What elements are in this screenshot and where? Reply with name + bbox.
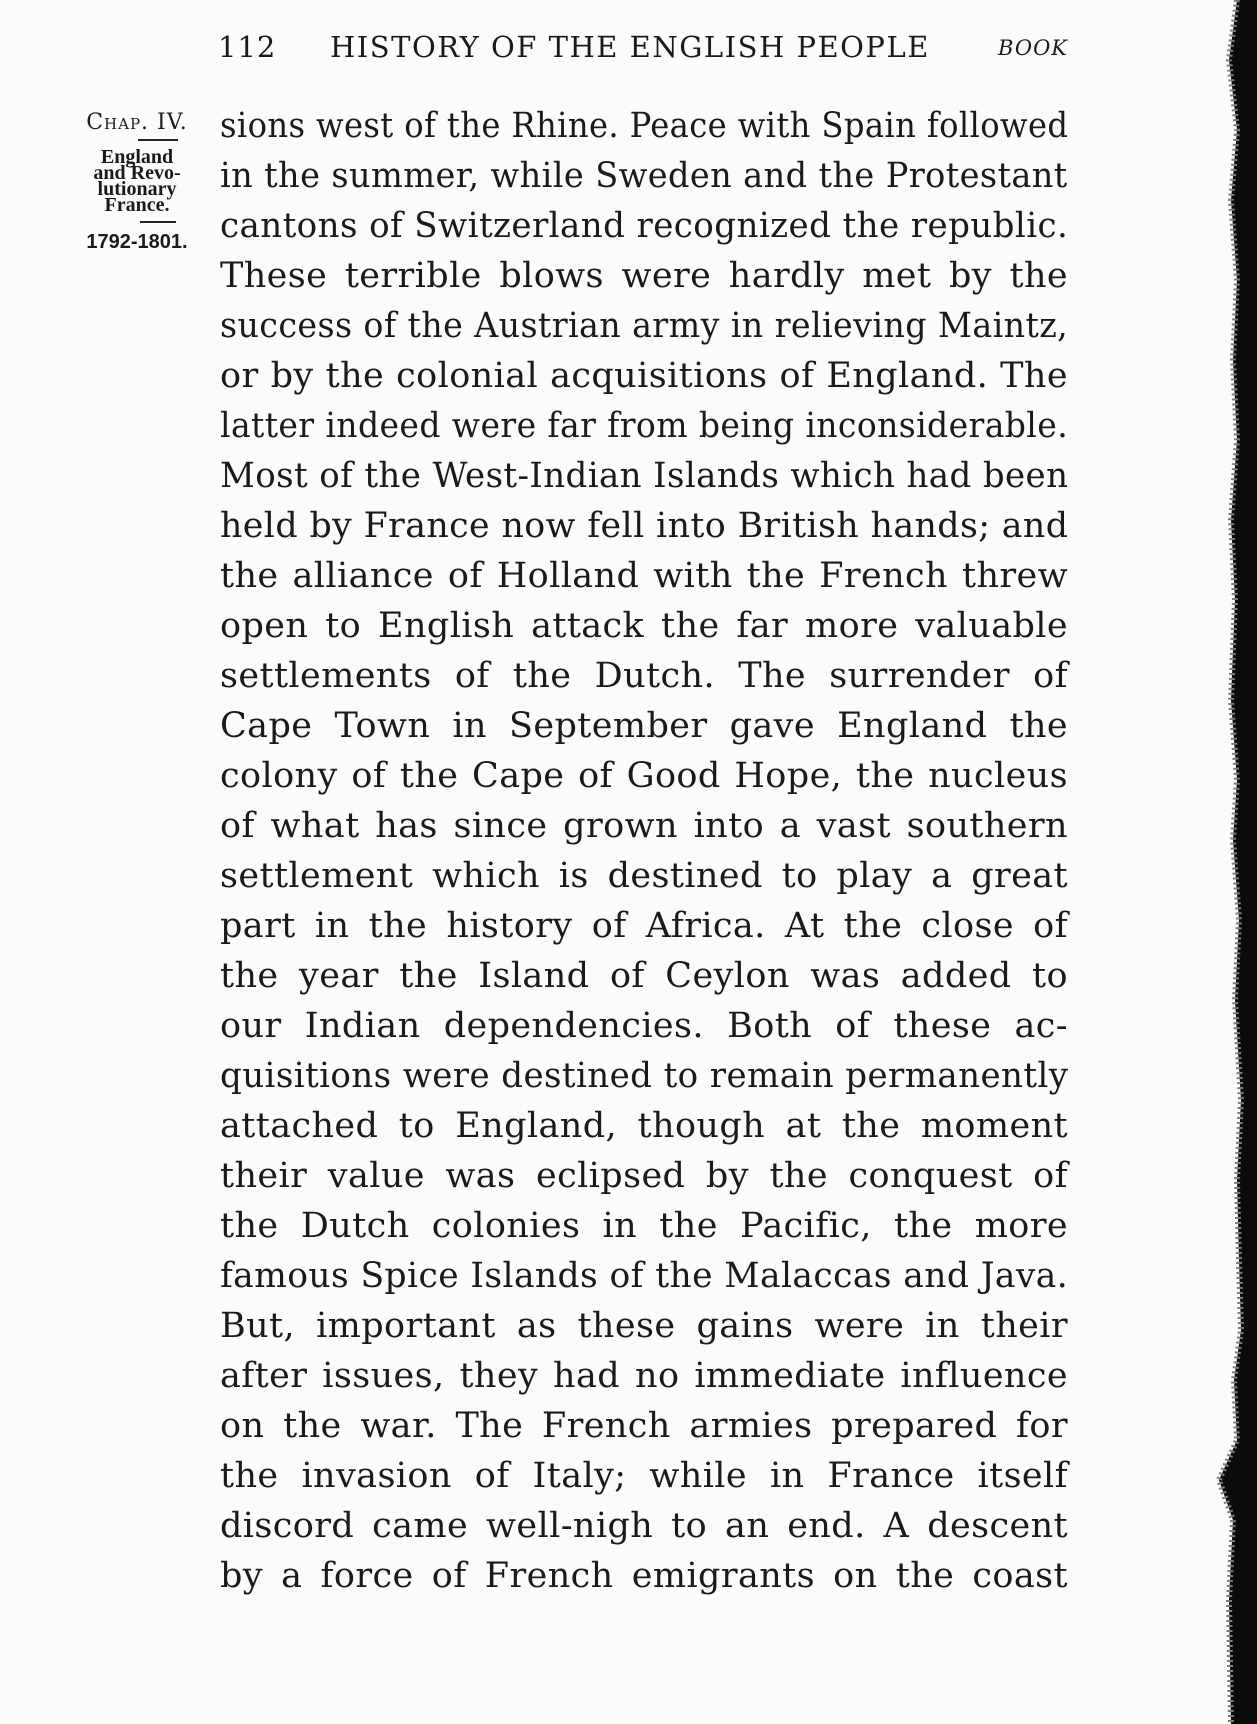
side-note-line: lutionary	[97, 178, 177, 200]
text-line: our Indian dependencies. Both of these ac-	[220, 1006, 1068, 1046]
side-note-line: and Revo-	[93, 162, 181, 184]
text-line: attached to England, though at the moment	[220, 1106, 1068, 1146]
text-line: held by France now fell into British hands; and	[220, 506, 1069, 546]
text-line: Most of the West-Indian Islands which had been	[220, 456, 1069, 496]
book-label: BOOK	[998, 36, 1068, 60]
scan-binding-edge	[1119, 0, 1257, 1724]
text-line: on the war. The French armies prepared for	[220, 1406, 1068, 1446]
page-number: 112	[218, 30, 277, 64]
text-line: the year the Island of Ceylon was added to	[220, 956, 1068, 996]
text-line: cantons of Switzerland recognized the republic.	[220, 206, 1069, 246]
text-line: Cape Town in September gave England the	[220, 706, 1068, 746]
text-line: discord came well-nigh to an end. A descent	[220, 1506, 1068, 1546]
text-line: sions west of the Rhine. Peace with Spain followed	[220, 106, 1069, 146]
text-line: latter indeed were far from being inconsiderable.	[220, 406, 1069, 446]
text-line: But, important as these gains were in their	[220, 1306, 1068, 1346]
text-line: by a force of French emigrants on the coast	[220, 1556, 1068, 1596]
text-line: colony of the Cape of Good Hope, the nucleus	[220, 756, 1068, 796]
running-head	[218, 30, 1068, 70]
text-line: the alliance of Holland with the French threw	[220, 556, 1068, 596]
text-line: settlement which is destined to play a great	[220, 856, 1068, 896]
chapter-rule	[138, 139, 178, 141]
side-note	[74, 146, 200, 216]
text-line: part in the history of Africa. At the close of	[220, 906, 1068, 946]
text-line: success of the Austrian army in relieving Maintz,	[220, 306, 1069, 346]
text-line: quisitions were destined to remain permanently	[220, 1056, 1069, 1096]
margin-notes	[60, 110, 200, 254]
text-line: in the summer, while Sweden and the Protestant	[220, 156, 1068, 196]
side-note-rule	[140, 221, 176, 223]
text-line: the Dutch colonies in the Pacific, the more	[220, 1206, 1068, 1246]
body-text	[220, 101, 1068, 1601]
text-line: open to English attack the far more valuable	[220, 606, 1068, 646]
chapter-label: Chap. IV.	[86, 110, 188, 135]
date-range: 1792-1801.	[86, 231, 188, 253]
text-line: settlements of the Dutch. The surrender of	[220, 656, 1068, 696]
text-line: of what has since grown into a vast southern	[220, 806, 1068, 846]
running-title: HISTORY OF THE ENGLISH PEOPLE	[330, 30, 930, 64]
side-note-line: England	[100, 146, 174, 168]
side-note-line: France.	[104, 194, 170, 216]
text-line: the invasion of Italy; while in France itself	[220, 1456, 1068, 1496]
text-line: famous Spice Islands of the Malaccas and Java.	[220, 1256, 1069, 1296]
text-line: These terrible blows were hardly met by the	[220, 256, 1068, 296]
text-line: after issues, they had no immediate influence	[220, 1356, 1068, 1396]
text-line: or by the colonial acquisitions of England. The	[220, 356, 1068, 396]
text-line: their value was eclipsed by the conquest of	[220, 1156, 1068, 1196]
